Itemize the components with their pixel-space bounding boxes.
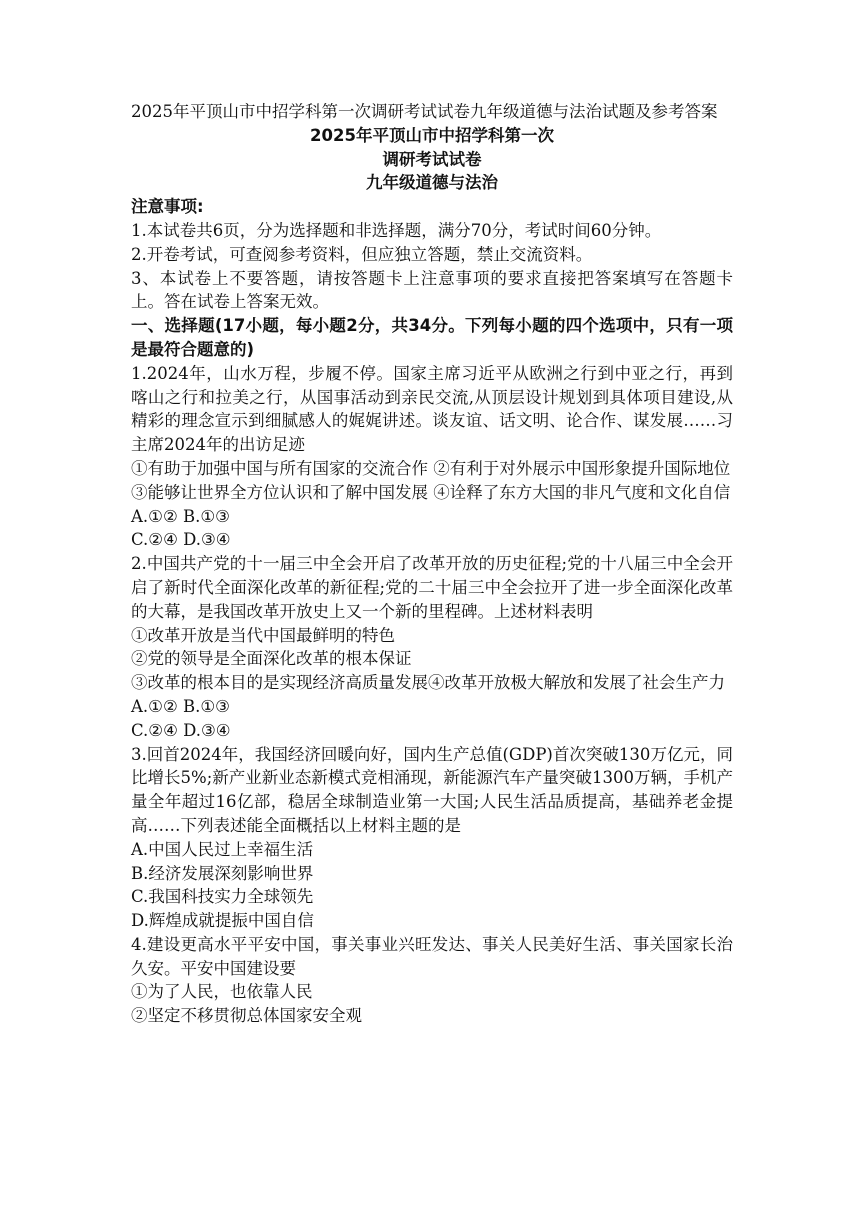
- q2-stem: 2.中国共产党的十一届三中全会开启了改革开放的历史征程;党的十八届三中全会开启了新时代全面深化改革的新征程;党的二十届三中全会拉开了进一步全面深化改革的大幕，是我国改革开放史上又一个新的里程碑。上述材料表明: [131, 554, 733, 621]
- q2-statements-3-4: ③改革的根本目的是实现经济高质量发展④改革开放极大解放和发展了社会生产力: [131, 673, 725, 693]
- q3-option-b: B.经济发展深刻影响世界: [131, 863, 314, 883]
- q2-options-cd: C.②④ D.③④: [131, 720, 231, 740]
- q2-statement-2: ②党的领导是全面深化改革的根本保证: [131, 649, 412, 669]
- document-title: 2025年平顶山市中招学科第一次调研考试试卷九年级道德与法治试题及参考答案: [131, 102, 718, 121]
- q4-stem: 4.建设更高水平平安中国，事关事业兴旺发达、事关人民美好生活、事关国家长治久安。平安中国建设要: [131, 934, 733, 978]
- q4-statement-2: ②坚定不移贯彻总体国家安全观: [131, 1006, 362, 1026]
- q3-option-c: C.我国科技实力全球领先: [131, 887, 314, 907]
- notice-item-2: 2.开卷考试，可查阅参考资料，但应独立答题，禁止交流资料。: [131, 244, 593, 264]
- q1-options-ab: A.①② B.①③: [131, 506, 230, 526]
- heading-line-1: 2025年平顶山市中招学科第一次: [310, 125, 554, 145]
- notice-item-3: 3、本试卷上不要答题，请按答题卡上注意事项的要求直接把答案填写在答题卡上。答在试卷上答案无效。: [131, 268, 733, 312]
- q4-statement-1: ①为了人民，也依靠人民: [131, 982, 313, 1002]
- q1-options-cd: C.②④ D.③④: [131, 530, 231, 550]
- q2-options-ab: A.①② B.①③: [131, 696, 230, 716]
- q1-statements-1-2: ①有助于加强中国与所有国家的交流合作 ②有利于对外展示中国形象提升国际地位: [131, 458, 731, 478]
- heading-line-2: 调研考试试卷: [382, 149, 482, 169]
- exam-heading: [131, 124, 733, 195]
- q1-stem: 1.2024年，山水万程，步履不停。国家主席习近平从欧洲之行到中亚之行，再到喀山之行和拉美之行，从国事活动到亲民交流,从顶层设计规划到具体项目建设,从精彩的理念宣示到细腻感人的娓娓讲述。谈友谊、话文明、论合作、谋发展……习主席2024年的出访足迹: [131, 363, 733, 455]
- notice-item-1: 1.本试卷共6页，分为选择题和非选择题，满分70分，考试时间60分钟。: [131, 220, 662, 240]
- heading-line-3: 九年级道德与法治: [366, 173, 498, 193]
- section-1-title: 一、选择题(17小题，每小题2分，共34分。下列每小题的四个选项中，只有一项是最符合题意的): [131, 316, 733, 359]
- q3-option-a: A.中国人民过上幸福生活: [131, 839, 314, 859]
- q1-statements-3-4: ③能够让世界全方位认识和了解中国发展 ④诠释了东方大国的非凡气度和文化自信: [131, 482, 731, 502]
- q3-stem: 3.回首2024年，我国经济回暖向好，国内生产总值(GDP)首次突破130万亿元，同比增长5%;新产业新业态新模式竞相涌现，新能源汽车产量突破1300万辆，手机产量全年超过16亿部，稳居全球制造业第一大国;人民生活品质提高，基础养老金提高……下列表述能全面概括以上材料主题的是: [131, 744, 733, 835]
- q3-option-d: D.辉煌成就提振中国自信: [131, 911, 314, 931]
- q2-statement-1: ①改革开放是当代中国最鲜明的特色: [131, 625, 395, 645]
- notice-title: 注意事项:: [131, 197, 204, 217]
- exam-page: [131, 100, 733, 1028]
